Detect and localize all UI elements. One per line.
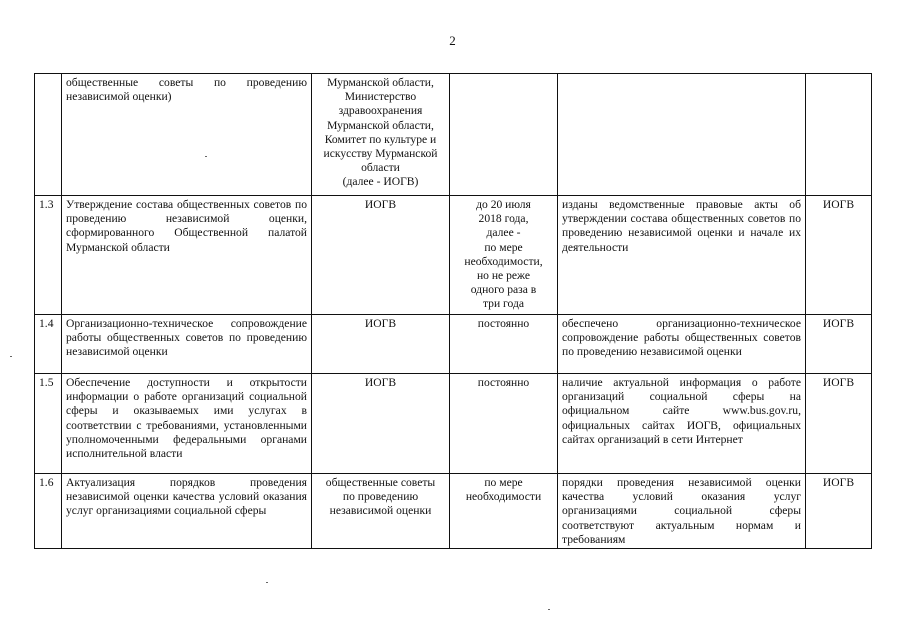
- responsible-cell: [312, 374, 450, 474]
- term-line: три года: [482, 297, 525, 311]
- responsible-line: ИОГВ: [364, 198, 397, 211]
- plan-table-body: [35, 74, 872, 549]
- responsible-cell: [312, 315, 450, 374]
- item-number: [35, 74, 62, 196]
- table-row: [35, 374, 872, 474]
- action-cell: общественные советы по проведению независимой оценки): [62, 74, 312, 196]
- control-cell: ИОГВ: [806, 474, 872, 549]
- table-row: [35, 74, 872, 196]
- responsible-cell: [312, 74, 450, 196]
- responsible-cell: [312, 196, 450, 315]
- term-line: по мере: [484, 240, 523, 254]
- term-cell: [450, 474, 558, 549]
- responsible-line: ИОГВ: [364, 317, 397, 330]
- control-cell: ИОГВ: [806, 196, 872, 315]
- result-cell: [558, 74, 806, 196]
- action-cell: Утверждение состава общественных советов по проведению независимой оценки, сформированного Общественной палатой Мурманской области: [62, 196, 312, 315]
- table-row: [35, 196, 872, 315]
- control-cell: [806, 74, 872, 196]
- scan-speck: [266, 582, 268, 583]
- scan-speck: [205, 156, 207, 157]
- responsible-line: здравоохранения: [338, 104, 423, 118]
- responsible-line: Комитет по культуре и: [324, 132, 437, 146]
- action-cell: Организационно-техническое сопровождение работы общественных советов по проведению независимой оценки: [62, 315, 312, 374]
- term-line: необходимости,: [464, 254, 543, 268]
- responsible-line: области: [361, 161, 400, 175]
- control-cell: ИОГВ: [806, 315, 872, 374]
- term-line: постоянно: [477, 317, 530, 330]
- scan-speck: [10, 356, 12, 357]
- control-cell: ИОГВ: [806, 374, 872, 474]
- page-number: 2: [449, 33, 456, 48]
- responsible-cell: [312, 474, 450, 549]
- responsible-line: (далее - ИОГВ): [342, 175, 419, 189]
- result-cell: обеспечено организационно-техническое сопровождение работы общественных советов по проведению независимой оценки: [558, 315, 806, 374]
- term-line: но не реже: [476, 269, 531, 283]
- term-line: далее -: [486, 226, 521, 240]
- responsible-line: ИОГВ: [364, 376, 397, 389]
- action-cell: Актуализация порядков проведения независимой оценки качества условий оказания услуг организациями социальной сферы: [62, 474, 312, 549]
- responsible-line: Министерство: [344, 90, 417, 104]
- result-cell: наличие актуальной информация о работе организаций социальной сферы на официальном сайте www.bus.gov.ru, официальных сайтах ИОГВ, официальных сайтах организаций в сети Интернет: [558, 374, 806, 474]
- responsible-line: независимой оценки: [329, 504, 432, 518]
- term-line: постоянно: [477, 376, 530, 389]
- item-number: 1.6: [35, 474, 62, 549]
- term-cell: [450, 74, 558, 196]
- responsible-line: искусству Мурманской: [323, 147, 438, 161]
- item-number: 1.3: [35, 196, 62, 315]
- plan-table: [34, 73, 872, 549]
- table-row: [35, 315, 872, 374]
- term-cell: [450, 374, 558, 474]
- action-cell: Обеспечение доступности и открытости информации о работе организаций социальной сферы и оказываемых ими услугах в соответствии с требованиями, установленными уполномоченными федеральными органами исполнительной власти: [62, 374, 312, 474]
- responsible-line: Мурманской области,: [327, 118, 434, 132]
- responsible-line: Мурманской области,: [327, 76, 434, 89]
- result-cell: изданы ведомственные правовые акты об утверждении состава общественных советов по проведению независимой оценки и начале их деятельности: [558, 196, 806, 315]
- item-number: 1.5: [35, 374, 62, 474]
- scan-speck: [548, 609, 550, 610]
- term-cell: [450, 196, 558, 315]
- term-line: необходимости: [465, 490, 542, 504]
- term-line: 2018 года,: [478, 212, 529, 226]
- result-cell: порядки проведения независимой оценки качества условий оказания услуг организациями социальной сферы соответствуют актуальным нормам и требованиям: [558, 474, 806, 549]
- term-line: одного раза в: [470, 283, 537, 297]
- item-number: 1.4: [35, 315, 62, 374]
- table-row: [35, 474, 872, 549]
- responsible-line: по проведению: [342, 490, 419, 504]
- term-line: по мере: [484, 476, 523, 489]
- responsible-line: общественные советы: [325, 476, 436, 489]
- term-line: до 20 июля: [476, 198, 531, 211]
- term-cell: [450, 315, 558, 374]
